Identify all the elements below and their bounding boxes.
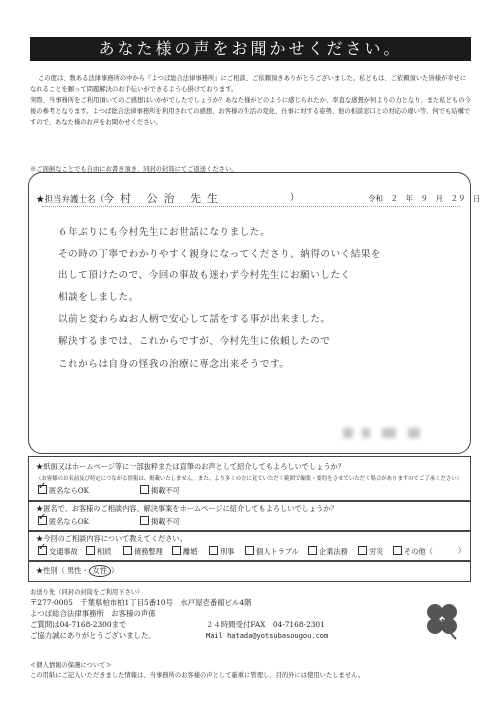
checkbox[interactable] bbox=[86, 546, 95, 555]
comment-line: 以前と変わらぬお人柄で安心して話をする事が出来ました。 bbox=[58, 314, 331, 325]
privacy-text: この用紙にご記入いただきました情報は、当事務所のお客様の声として厳重に管理し、目的外には使用いたしません。 bbox=[30, 672, 365, 679]
checkbox[interactable] bbox=[123, 546, 132, 555]
topic-criminal[interactable] bbox=[209, 546, 234, 557]
comment-line: これからは自身の怪我の治療に専念出来そうです。 bbox=[58, 359, 290, 370]
office-name: よつば総合法律事務所 お客様の声係 bbox=[30, 609, 156, 618]
comment-line: 解決するまでは、これからですが、今村先生に依頼したので bbox=[58, 336, 331, 347]
lawyer-close: ） bbox=[290, 193, 300, 203]
gender-close: ） bbox=[111, 566, 119, 575]
lawyer-label bbox=[36, 193, 104, 205]
topic-label: 企業法務 bbox=[319, 547, 348, 556]
question-publish: ★紙面又はホームページ等に一部抜粋または直筆のお声として紹介してもよろしいでしょうか？ bbox=[36, 462, 345, 471]
topic-label: その他（ bbox=[404, 547, 433, 556]
topic-label: 離婚 bbox=[183, 547, 198, 556]
clover-icon bbox=[420, 597, 466, 643]
lawyer-label-text: ★担当弁護士名（ bbox=[36, 195, 105, 205]
option-label: 掲載不可 bbox=[151, 486, 180, 495]
address: 〒277-0005 千葉県柏市柏1丁目5番10号 水戸屋壱番館ビル4階 bbox=[30, 598, 252, 607]
checkbox[interactable] bbox=[308, 546, 317, 555]
topic-other-close: ） bbox=[458, 546, 466, 555]
checkbox[interactable] bbox=[172, 546, 181, 555]
topic-debt[interactable] bbox=[123, 546, 163, 557]
comment-line: 出して頂けたので、今回の事故も迷わず今村先生にお願いしたく bbox=[58, 270, 351, 281]
topic-inheritance[interactable] bbox=[86, 546, 111, 557]
topic-label: 刑事 bbox=[220, 547, 235, 556]
checkbox[interactable] bbox=[209, 546, 218, 555]
return-note: ※ご面倒なことでも自由にお書き頂き、同封の封筒にてご返送ください。 bbox=[30, 166, 238, 173]
option-label: 匿名ならOK bbox=[49, 486, 90, 495]
gender-separator: ・ bbox=[81, 566, 89, 575]
mail[interactable]: Mail hatada@yotsubasougou.com bbox=[206, 632, 329, 640]
checkbox-checked[interactable] bbox=[38, 485, 47, 494]
comment-line: その時の丁寧でわかりやすく親身になってくださり、納得のいく結果を bbox=[58, 249, 381, 260]
checkbox[interactable] bbox=[245, 546, 254, 555]
question-case: ★匿名で、お客様のご相談内容、解決事案をホームページに紹介してもよろしいでしょうか？ bbox=[36, 504, 338, 513]
send-to-label: お送り先（同封の封筒をご利用下さい） bbox=[30, 589, 144, 596]
checkbox-checked[interactable] bbox=[38, 516, 47, 525]
topic-label: 労災 bbox=[369, 547, 384, 556]
underline bbox=[42, 206, 460, 207]
question-publish-note: （お客様のお名前及び特定につながる情報は、掲載いたしません。また、より多くの方に見ていただく範囲で編集・要約をさせていただく場合がありますのでご了承ください） bbox=[36, 476, 463, 482]
gender-question bbox=[36, 565, 118, 577]
option-label: 匿名ならOK bbox=[49, 517, 90, 526]
topic-other[interactable] bbox=[393, 546, 433, 557]
option-anonymous-ok[interactable] bbox=[38, 485, 89, 496]
date: 令和 ２ 年 ９ 月 ２９ 日 bbox=[368, 194, 481, 203]
blurred-signature bbox=[362, 428, 370, 438]
page-title: あなた様の声をお聞かせください。 bbox=[30, 37, 471, 61]
blurred-signature bbox=[382, 428, 396, 438]
phone: ご質問は04-7168-2300まで bbox=[30, 620, 127, 629]
option-anonymous-ok[interactable] bbox=[38, 516, 89, 527]
comment-line: 相談をしました。 bbox=[58, 292, 139, 303]
gender-label: ★性別（ bbox=[36, 566, 65, 575]
checkbox[interactable] bbox=[140, 516, 149, 525]
topic-labor-accident[interactable] bbox=[358, 546, 383, 557]
fax: ２４時間受付FAX 04-7168-2301 bbox=[206, 620, 325, 629]
gender-female-circled[interactable]: 女性 bbox=[89, 565, 111, 577]
topic-label: 交通事故 bbox=[49, 547, 78, 556]
topic-personal-trouble[interactable] bbox=[245, 546, 299, 557]
topic-label: 相続 bbox=[97, 547, 112, 556]
topic-traffic-accident[interactable] bbox=[38, 546, 78, 557]
topic-divorce[interactable] bbox=[172, 546, 197, 557]
checkbox[interactable] bbox=[393, 546, 402, 555]
checkbox-checked[interactable] bbox=[38, 546, 47, 555]
checkbox[interactable] bbox=[140, 485, 149, 494]
blurred-signature bbox=[343, 428, 353, 438]
topic-corporate[interactable] bbox=[308, 546, 348, 557]
option-label: 掲載不可 bbox=[151, 517, 180, 526]
blurred-signature bbox=[408, 428, 420, 438]
comment-line: ６年ぶりにも今村先生にお世話になりました。 bbox=[58, 227, 270, 238]
thanks: ご協力誠にありがとうございました。 bbox=[30, 631, 156, 640]
option-not-allowed[interactable] bbox=[140, 516, 180, 527]
privacy-title: ≪個人情報の保護について≫ bbox=[30, 662, 112, 669]
checkbox[interactable] bbox=[358, 546, 367, 555]
lawyer-name: 今村 公治 先生 bbox=[103, 192, 224, 205]
topic-label: 個人トラブル bbox=[256, 547, 299, 556]
topic-label: 債務整理 bbox=[134, 547, 163, 556]
gender-male[interactable]: 男性 bbox=[67, 566, 82, 575]
question-topic: ★今回のご相談内容について教えてください。 bbox=[36, 534, 187, 543]
intro-text: この度は、数ある法律事務所の中から『よつば総合法律事務所』にご相談、ご依頼頂きありがとうございました。私どもは、ご依頼頂いた皆様が幸せになれることを願って問題解決のお手伝いができるよう心掛けております。 実際、当事務所をご利用頂いてのご感想はいかがでしたでしょうか？あなた様がどのように感じられたか、率直な感想が何よりの力となり、また私どもの今後の参考となります。よつば総合法律事務所を利用されての感想、お客様の生活の変化、仕事に対する姿勢、他の相談窓口との対応の違い等、何でも結構ですので、あなた様のお声をお聞かせください。 bbox=[30, 75, 471, 126]
option-not-allowed[interactable] bbox=[140, 485, 180, 496]
